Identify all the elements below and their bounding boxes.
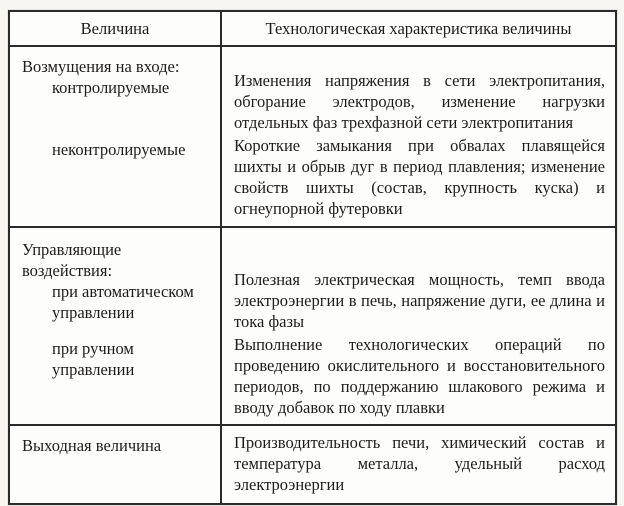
cell-characteristic-output [222, 426, 615, 503]
table-row-control-actions [10, 226, 615, 424]
sub-item-manual-control: при ручном управлении [52, 339, 135, 379]
row-title-control-actions: Управляющие воздействия: [22, 240, 122, 280]
table-header-row [10, 12, 615, 45]
cell-characteristic-input-disturbances [222, 47, 615, 226]
cell-quantity-control-actions [10, 228, 222, 424]
cell-quantity-input-disturbances [10, 47, 222, 226]
row-title-output-quantity: Выходная величина [22, 436, 162, 455]
sub-item-controlled: контролируемые [52, 78, 170, 97]
table-row-output-quantity [10, 424, 615, 503]
characteristic-paragraph-uncontrolled: Короткие замыкания при обвалах плавящейся шихты и обрыв дуг в период плавления; изменение свойств шихты (состав, крупность куска) и огнеупорной футеровки [234, 136, 605, 218]
column-title-characteristic: Технологическая характеристика величины [265, 19, 572, 38]
header-cell-quantity [10, 12, 222, 45]
quantities-characteristics-table [8, 10, 617, 505]
cell-quantity-output [10, 426, 222, 503]
row-title-input-disturbances: Возмущения на входе: [22, 57, 180, 76]
sub-item-automatic-control: при автоматическом управлении [52, 282, 194, 322]
column-title-quantity: Величина [80, 19, 150, 38]
header-cell-characteristic [222, 12, 615, 45]
cell-characteristic-control-actions [222, 228, 615, 424]
sub-item-uncontrolled: неконтролируемые [52, 140, 186, 159]
characteristic-paragraph-controlled: Изменения напряжения в сети электропитания, обгорание электродов, изменение нагрузки отдельных фаз трехфазной сети электропитания [234, 71, 605, 132]
characteristic-paragraph-automatic: Полезная электрическая мощность, темп ввода электроэнергии в печь, напряжение дуги, ее длина и тока фазы [234, 270, 605, 331]
characteristic-paragraph-output: Производительность печи, химический состав и температура металла, удельный расход электроэнергии [234, 433, 605, 494]
characteristic-paragraph-manual: Выполнение технологических операций по проведению окислительного и восстановительного периодов, по поддержанию шлакового режима и вводу добавок по ходу плавки [234, 335, 605, 417]
table-row-input-disturbances [10, 45, 615, 226]
